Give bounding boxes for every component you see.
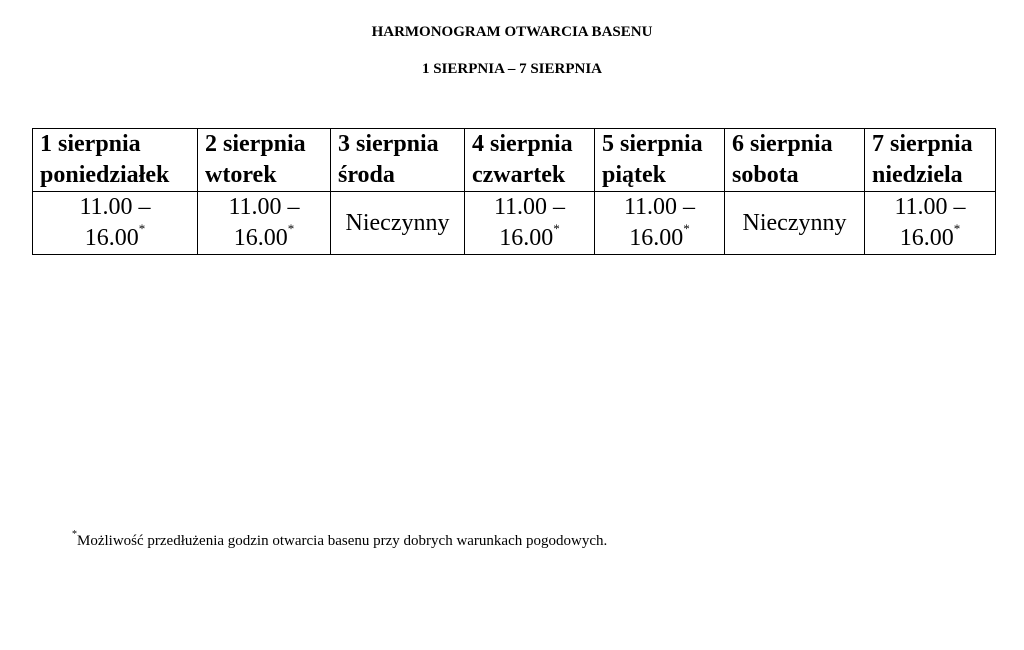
day-weekday: piątek — [602, 162, 667, 188]
footnote-mark: * — [287, 221, 295, 236]
hours-open: 11.00 – — [228, 194, 300, 220]
day-date: 3 sierpnia — [338, 131, 439, 157]
hours-cell — [595, 192, 725, 255]
hours-close: 16.00 — [899, 225, 954, 251]
footnote-mark: * — [553, 221, 560, 236]
hours-close: 16.00 — [233, 225, 288, 251]
hours-open: 11.00 – — [894, 194, 966, 220]
schedule-header-row — [33, 129, 996, 192]
hours-close: 16.00 — [499, 225, 554, 251]
hours-open: 11.00 – — [623, 194, 696, 220]
schedule-table — [32, 128, 996, 255]
hours-open: 11.00 – — [493, 194, 566, 220]
day-header — [465, 129, 595, 192]
day-date: 6 sierpnia — [732, 131, 833, 157]
day-header — [865, 129, 996, 192]
day-header — [331, 129, 465, 192]
day-weekday: czwartek — [472, 162, 566, 188]
day-date: 4 sierpnia — [472, 131, 573, 157]
document-title: HARMONOGRAM OTWARCIA BASENU — [371, 24, 653, 40]
hours-open: 11.00 – — [79, 194, 151, 220]
day-header — [198, 129, 331, 192]
hours-cell-closed — [331, 192, 465, 255]
hours-cell-closed — [725, 192, 865, 255]
day-header — [725, 129, 865, 192]
day-header — [595, 129, 725, 192]
document-subtitle: 1 SIERPNIA – 7 SIERPNIA — [421, 61, 603, 77]
day-weekday: niedziela — [872, 162, 963, 188]
day-weekday: wtorek — [205, 162, 277, 188]
day-header — [33, 129, 198, 192]
hours-cell — [198, 192, 331, 255]
hours-cell — [465, 192, 595, 255]
day-date: 7 sierpnia — [872, 131, 973, 157]
schedule-hours-row — [33, 192, 996, 255]
day-weekday: środa — [338, 162, 395, 188]
footnote-mark: * — [72, 529, 77, 540]
day-date: 1 sierpnia — [40, 131, 141, 157]
day-date: 2 sierpnia — [205, 131, 306, 157]
footnote-mark: * — [953, 221, 961, 236]
hours-close: 16.00 — [629, 225, 684, 251]
hours-close: 16.00 — [84, 225, 139, 251]
hours-cell — [33, 192, 198, 255]
footnote-mark: * — [683, 221, 690, 236]
hours-cell — [865, 192, 996, 255]
day-weekday: poniedziałek — [40, 162, 170, 188]
day-weekday: sobota — [732, 162, 799, 188]
closed-label: Nieczynny — [742, 209, 847, 236]
closed-label: Nieczynny — [345, 209, 450, 236]
footnote-text: Możliwość przedłużenia godzin otwarcia basenu przy dobrych warunkach pogodowych. — [77, 533, 608, 549]
day-date: 5 sierpnia — [602, 131, 703, 157]
footnote — [72, 531, 607, 551]
footnote-mark: * — [138, 221, 146, 236]
